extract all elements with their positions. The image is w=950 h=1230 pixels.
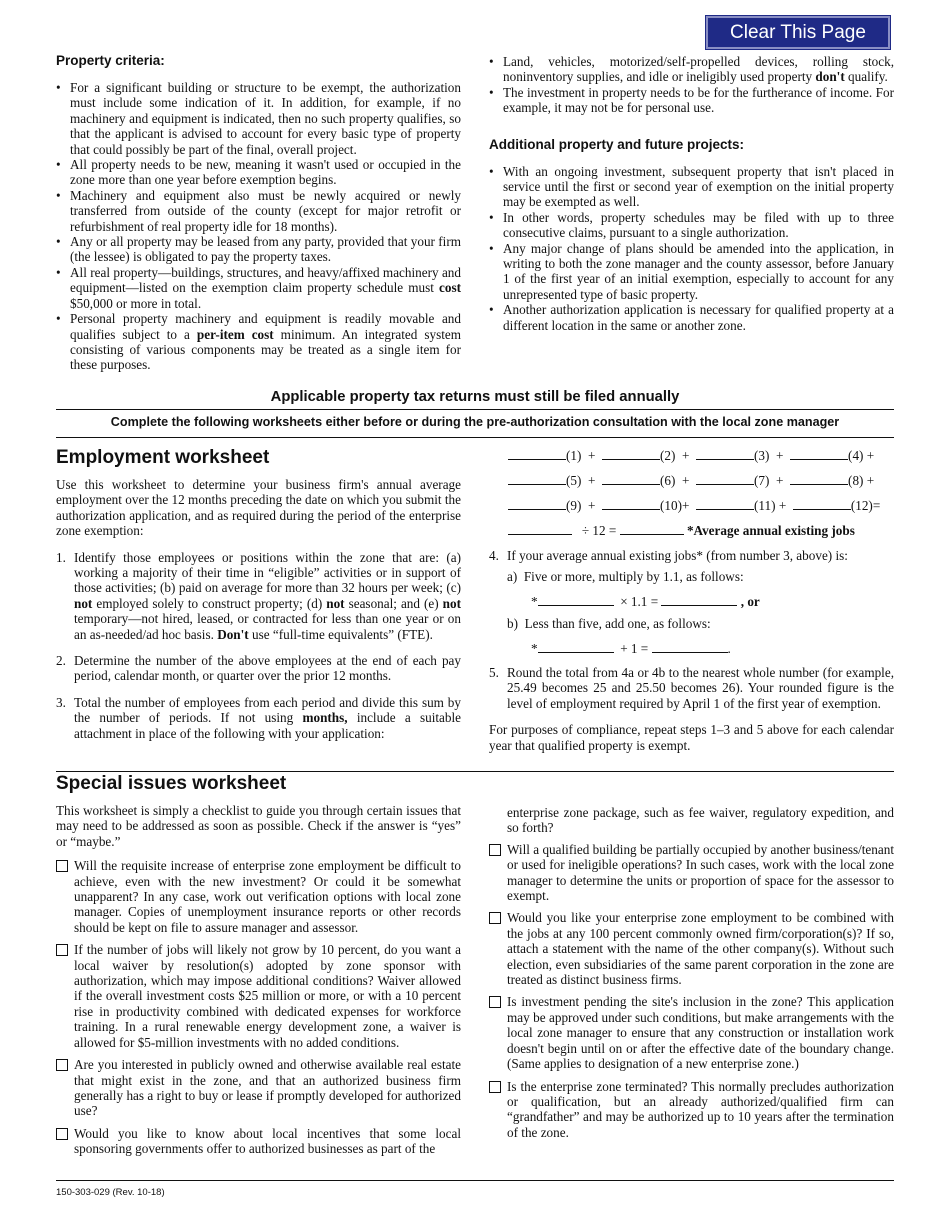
average-jobs-field[interactable] — [620, 522, 684, 535]
employment-worksheet — [56, 447, 461, 741]
list-item: • Another authorization application is necessary for qualified property at a different location in the same or another zone. — [489, 302, 894, 333]
checkbox[interactable] — [56, 944, 68, 956]
step-2: 2. Determine the number of the above employees at the end of each pay period, calendar month, or quarter over the prior 12 months. — [56, 653, 461, 684]
employment-steps — [56, 550, 461, 741]
additional-property-list — [489, 164, 894, 333]
special-issues-continued — [489, 805, 894, 1140]
period-5-field[interactable] — [508, 472, 566, 485]
step-3: 3. Total the number of employees from each period and divide this sum by the number of periods. If not using months, include a suitable attachment in place of the following with your application: — [56, 694, 462, 741]
period-4-field[interactable] — [790, 447, 848, 460]
period-10-field[interactable] — [602, 497, 660, 510]
checkbox[interactable] — [489, 844, 501, 856]
additional-property-heading: Additional property and future projects: — [489, 136, 745, 152]
special-issues-intro: This worksheet is simply a checklist to guide you through certain issues that may need to be addressed as soon as possible. Check if the answer is “yes” or “maybe.” — [56, 803, 461, 849]
period-6-field[interactable] — [602, 472, 660, 485]
step-4b-input[interactable] — [538, 640, 614, 653]
checkbox[interactable] — [56, 1128, 68, 1140]
step-4a: a) Five or more, multiply by 1.1, as follows: — [507, 569, 744, 585]
list-item: • Any or all property may be leased from any party, provided that your firm (the lessee) is obligated to pay the property taxes. — [56, 234, 461, 265]
period-1-field[interactable] — [508, 447, 566, 460]
step-5: 5. Round the total from 4a or 4b to the nearest whole number (for example, 25.49 becomes 25 and 25.50 becomes 26). Your rounded figure is the level of employment required by April 1 of the first year of exemption. For purposes of compliance, repeat steps 1–3 and 5 above for each calendar year that qualified property is exempt. — [489, 665, 894, 753]
instruction-line: Complete the following worksheets either before or during the pre-authorization consultation with the local zone manager — [110, 415, 840, 429]
property-criteria-section — [56, 53, 461, 373]
compliance-note: For purposes of compliance, repeat steps 1–3 and 5 above for each calendar year that qualified property is exempt. — [489, 722, 894, 753]
checklist-item-real-estate: Are you interested in publicly owned and otherwise available real estate that might exist in the zone, and that an authorized business firm generally has a right to buy or lease if promptly developed for authorized use? — [56, 1057, 461, 1119]
employment-intro: Use this worksheet to determine your business firm's annual average employment over the 12 months preceding the date on which you submit the authorization application, and as required during the period of the enterprise zone exemption: — [56, 477, 461, 539]
special-issues-worksheet — [56, 773, 461, 1157]
clear-page-button[interactable]: Clear This Page — [706, 16, 890, 49]
list-item: • In other words, property schedules may be filed with up to three consecutive claims, pursuant to a single authorization. — [489, 210, 894, 241]
step-1: 1. Identify those employees or positions within the zone that are: (a) working a majority of their time in “eligible” activities or in support of those activities; (b) paid on average for more than 32 hours per week; (c) not employed solely to construct property; (d) not seasonal; and (e) not temporary—not hired, leased, or contracted for less than one year or on an as-needed/ad hoc basis. Don't use “full-time equivalents” (FTE). — [56, 549, 461, 642]
checklist-item-combined-jobs: Would you like your enterprise zone employment to be combined with the jobs at any 100 percent commonly owned firm/corporation(s)? If so, attach a statement with the name of the other company(s). Without such election, even subsidiaries of the same parent corporation in the zone are treated as distinct business firms. — [489, 910, 894, 987]
period-2-field[interactable] — [602, 447, 660, 460]
property-criteria-list — [56, 80, 461, 373]
list-item: • All property needs to be new, meaning it wasn't used or occupied in the zone more than one year before exemption begins. — [56, 157, 461, 188]
list-item: • With an ongoing investment, subsequent property that isn't placed in service until the first or second year of exemption on the initial property may be exempted as well. — [489, 164, 894, 210]
step-4a-calc: * × 1.1 = , or — [531, 593, 760, 609]
jobs-grid-row-1: (1) + (2) + (3) + (4) + — [508, 447, 874, 465]
checkbox[interactable] — [489, 996, 501, 1008]
step-4b-calc: * + 1 = . — [531, 640, 731, 656]
list-item: • For a significant building or structure to be exempt, the authorization must include some indication of it. In addition, for example, if no machinery and equipment is indicated, then no such property qualifies, so that the applicant is advised to account for every basic type of property that could possibly be part of the final, overall project. — [56, 80, 461, 157]
list-item: • The investment in property needs to be for the furtherance of income. For example, it may not be for personal use. — [489, 85, 894, 116]
checklist-item-waiver: If the number of jobs will likely not grow by 10 percent, do you want a local waiver by resolution(s) adopted by zone sponsor with authorization, which may impose additional conditions? Waiver allowed if the overall investment costs $25 million or more, or with a 10 percent rise in productivity combined with dedicated expenses for workforce training. In a rural renewable energy development zone, a waiver is allowed for $5-million investments with no added conditions. — [56, 942, 461, 1050]
period-7-field[interactable] — [696, 472, 754, 485]
sum-field[interactable] — [508, 522, 572, 535]
property-criteria-heading: Property criteria: — [56, 53, 165, 68]
list-item: • Any major change of plans should be amended into the application, in writing to both the zone manager and the county assessor, before January 1 of the first year of an initial exemption, especially to account for any unrepresented type of basic property. — [489, 241, 894, 303]
step-4a-result[interactable] — [661, 593, 737, 606]
checkbox[interactable] — [489, 912, 501, 924]
step-4b-result[interactable] — [652, 640, 728, 653]
period-11-field[interactable] — [696, 497, 754, 510]
checkbox[interactable] — [56, 1059, 68, 1071]
checkbox[interactable] — [56, 860, 68, 872]
property-criteria-continued — [489, 54, 894, 333]
step-4b: b) Less than five, add one, as follows: — [507, 616, 711, 632]
footer-divider — [56, 1180, 894, 1181]
checkbox[interactable] — [489, 1081, 501, 1093]
checklist-item-partial-occupancy: Will a qualified building be partially occupied by another business/tenant or used for ineligible operations? In such cases, work with the local zone manager to determine the units or proportion of space for the assessor to exempt. — [489, 842, 894, 904]
checklist-item-local-incentives: Would you like to know about local incentives that some local sponsoring governments offer to authorized businesses as part of the — [56, 1126, 461, 1157]
divider — [56, 409, 894, 410]
list-item: • Machinery and equipment also must be newly acquired or newly transferred from outside of the county (except for major retrofit or refurbishment of real property idle for 18 months). — [56, 188, 461, 234]
employment-worksheet-title: Employment worksheet — [56, 447, 270, 468]
step-4: 4. If your average annual existing jobs* (from number 3, above) is: a) Five or more, multiply by 1.1, as follows: * × 1.1 = , or b) Less than five, add one, as follows: * + 1 = . — [489, 548, 894, 656]
special-issues-title: Special issues worksheet — [56, 773, 287, 794]
list-item: • Personal property machinery and equipment is readily movable and qualifies subject to a per-item cost minimum. An integrated system consisting of various components may be treated as a single item for these purposes. — [56, 311, 461, 373]
local-incentives-continued: enterprise zone package, such as fee waiver, regulatory expedition, and so forth? — [507, 805, 894, 836]
divider — [56, 437, 894, 438]
list-item: • Land, vehicles, motorized/self-propelled devices, rolling stock, noninventory supplies, and idle or ineligibly used property don't qualify. — [489, 54, 894, 85]
average-jobs-label: *Average annual existing jobs — [686, 523, 855, 538]
checklist-item-pending-inclusion: Is investment pending the site's inclusion in the zone? This application may be approved under such conditions, but make arrangements with the local zone manager to ensure that any construction or installation work doesn't begin until on or after the effective date of the boundary change. (Same applies to designation of a new enterprise zone.) — [489, 994, 894, 1071]
average-jobs-row: ÷ 12 = *Average annual existing jobs — [508, 522, 855, 540]
list-item: • All real property—buildings, structures, and heavy/affixed machinery and equipment—listed on the exemption claim property schedule must cost $50,000 or more in total. — [56, 265, 461, 311]
jobs-grid-row-3: (9) + (10)+ (11) + (12)= — [508, 497, 880, 515]
period-9-field[interactable] — [508, 497, 566, 510]
banner-heading: Applicable property tax returns must still be filed annually — [270, 389, 680, 405]
step-4a-input[interactable] — [538, 593, 614, 606]
checklist-item-terminated-zone: Is the enterprise zone terminated? This normally precludes authorization or qualification, but an already authorized/qualified firm can “grandfather” and may be authorized up to 10 years after the termination of the zone. — [489, 1079, 894, 1141]
divider — [56, 771, 894, 772]
period-8-field[interactable] — [790, 472, 848, 485]
period-3-field[interactable] — [696, 447, 754, 460]
checklist-item-employment: Will the requisite increase of enterprise zone employment be difficult to achieve, even with the new investment? Or could it be somewhat unapparent? In any case, work out verification options with local zone manager. Copies of unemployment insurance reports or other records should be kept on file to assure manager and assessor. — [56, 858, 461, 935]
period-12-field[interactable] — [793, 497, 851, 510]
form-number: 150-303-029 (Rev. 10-18) — [56, 1187, 165, 1198]
property-criteria-list-right — [489, 54, 894, 116]
jobs-grid-row-2: (5) + (6) + (7) + (8) + — [508, 472, 874, 490]
